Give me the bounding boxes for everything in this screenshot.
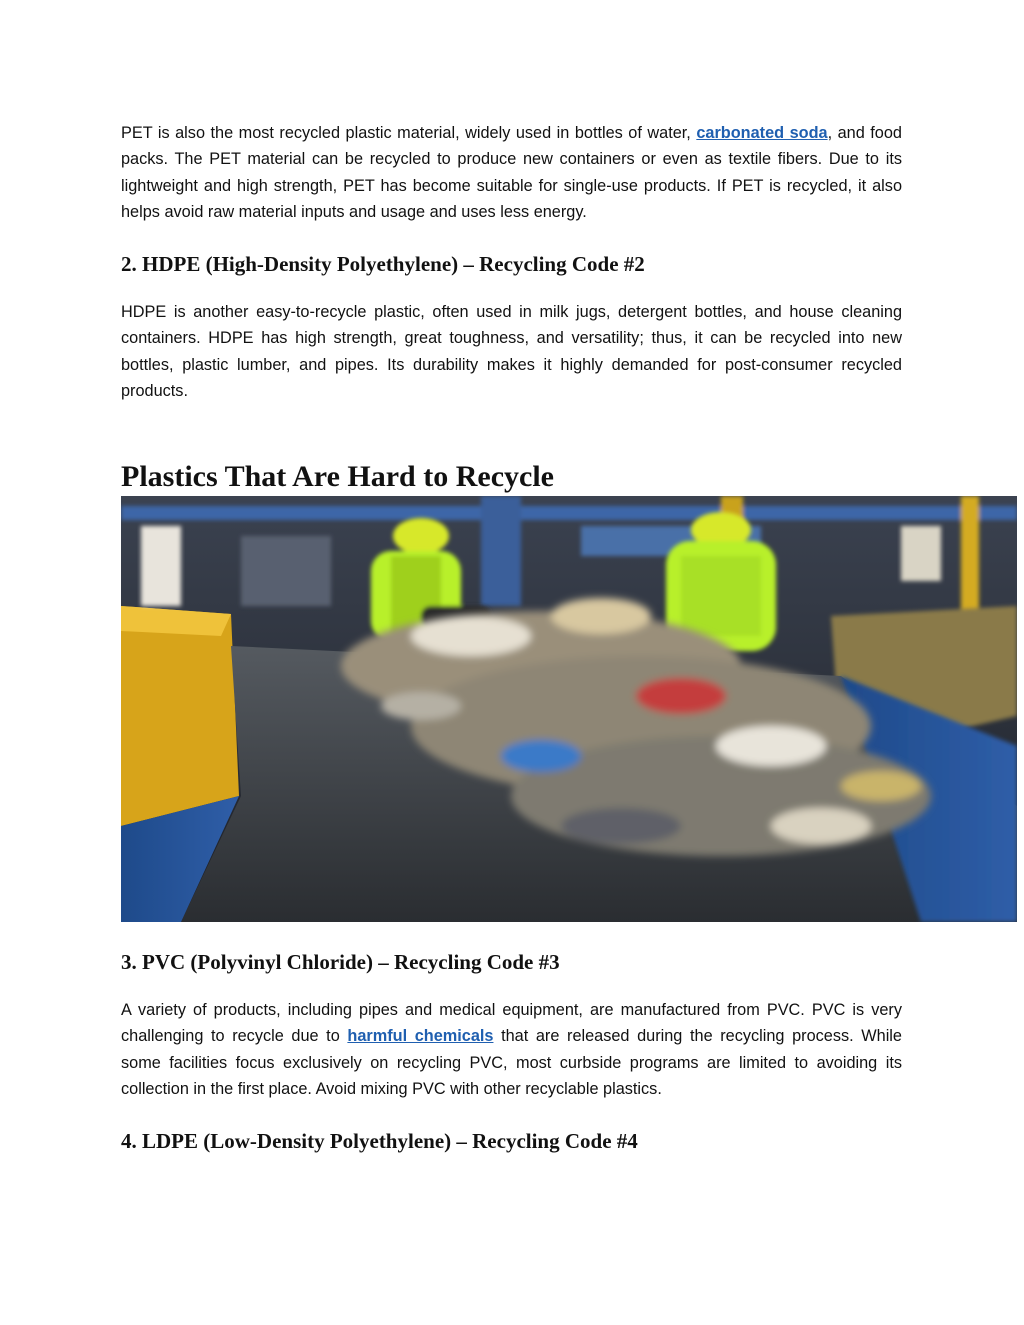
hdpe-heading: 2. HDPE (High-Density Polyethylene) – Recycling Code #2 (121, 252, 645, 276)
hdpe-paragraph: HDPE is another easy-to-recycle plastic, often used in milk jugs, detergent bottles, and house cleaning containers. HDPE has high strength, great toughness, and versatility; thus, it can be recycled into new bottles, plastic lumber, and pipes. Its durability makes it highly demanded for post-consumer recycled products. (121, 303, 902, 401)
recycling-conveyor-photo (121, 496, 1017, 922)
pet-text-after: , and food packs. The PET material can be recycled to produce new containers or even as textile fibers. Due to its lightweight and high strength, PET has become suitable for single-use products. If PET is recycled, it also helps avoid raw material inputs and usage and uses less energy. (121, 124, 902, 222)
ldpe-heading: 4. LDPE (Low-Density Polyethylene) – Recycling Code #4 (121, 1129, 638, 1153)
hard-to-recycle-heading: Plastics That Are Hard to Recycle (121, 460, 554, 493)
pvc-text-after: that are released during the recycling process. While some facilities focus exclusively on recycling PVC, most curbside programs are limited to avoiding its collection in the first place. Avoid mixing PVC with other recyclable plastics. (121, 1027, 902, 1099)
pvc-text-before: A variety of products, including pipes and medical equipment, are manufactured from PVC. PVC is very challenging to recycle due to (121, 1001, 902, 1046)
pet-paragraph (121, 120, 902, 226)
pvc-paragraph (121, 997, 902, 1103)
pvc-heading: 3. PVC (Polyvinyl Chloride) – Recycling Code #3 (121, 950, 560, 974)
harmful-chemicals-link[interactable]: harmful chemicals (347, 1027, 494, 1046)
pet-text-before: PET is also the most recycled plastic material, widely used in bottles of water, (121, 124, 697, 142)
carbonated-soda-link[interactable]: carbonated soda (696, 124, 828, 142)
